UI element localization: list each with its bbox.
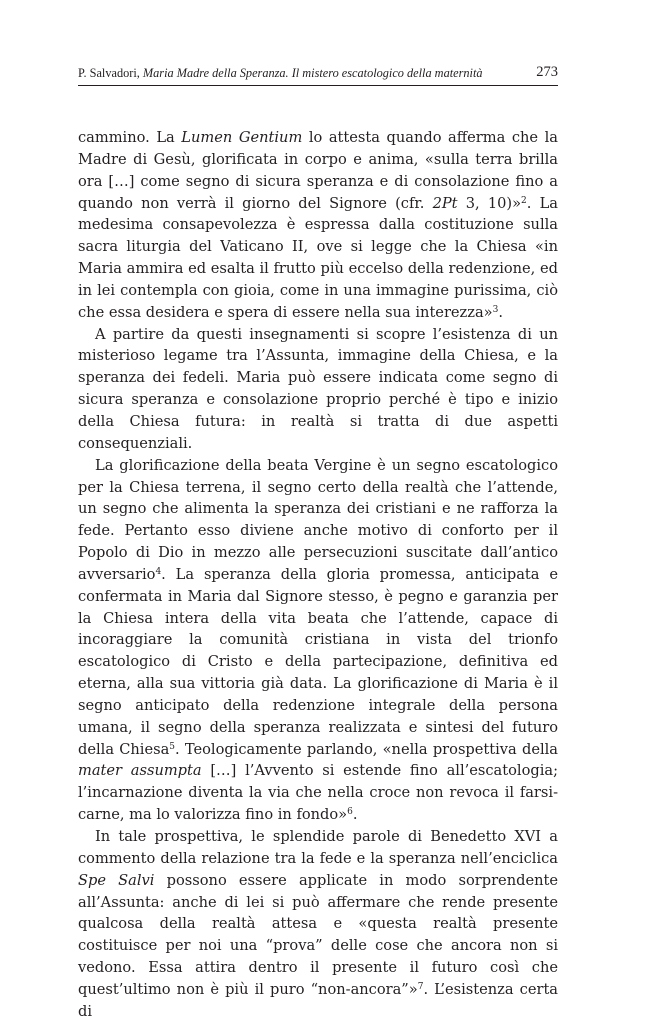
running-head-title: Maria Madre della Speranza. Il mistero escatologico della maternità (142, 66, 483, 80)
text-run: cammino. La (78, 129, 182, 146)
italic-run: Spe Salvi (78, 871, 155, 889)
paragraph-3 (78, 455, 558, 826)
footnote-ref[interactable]: 5 (169, 741, 176, 752)
text-run: A partire da questi insegnamenti si scopre l’esistenza di un misterioso legame tra l’Assunta, immagine della Chiesa, e la speranza dei fedeli. Maria può essere indicata come segno di sicura speranza e consolazione proprio perché è tipo e inizio della Chiesa futura: in realtà si tratta di due aspetti consequenziali. (78, 325, 558, 452)
footnote-ref[interactable]: 4 (155, 566, 162, 577)
footnote-ref[interactable]: 7 (417, 981, 424, 992)
footnote-ref[interactable]: 6 (347, 807, 353, 818)
text-run: . La speranza della gloria promessa, anticipata e confermata in Maria dal Signore stesso, è pegno e garanzia per la Chiesa intera della vita beata che l’attende, capace di incoraggiare la comunità cristiana in vista del trionfo escatologico di Cristo e della partecipazione, definitiva ed eterna, alla sua vittoria già data. La glorificazione di Maria è il segno anticipato della redenzione integrale della persona umana, il segno della speranza realizzata e sintesi del futuro della Chiesa (78, 565, 558, 758)
text-run: La glorificazione della beata Vergine è un segno escatologico per la Chiesa terrena, il segno certo della realtà che l’attende, un segno che alimenta la speranza dei cristiani e ne rafforza la fede. Pertanto esso diviene anche motivo di conforto per il Popolo di Dio in mezzo alle persecuzioni suscitate dall’antico avversario (78, 456, 558, 583)
running-head-author: P. Salvadori, (78, 66, 140, 80)
page-number: 273 (536, 64, 558, 80)
italic-run: mater assumpta (78, 762, 202, 780)
text-run: . (352, 806, 358, 824)
body-text (78, 127, 558, 1023)
running-head (78, 63, 558, 86)
running-head-text (78, 66, 483, 81)
italic-run: Lumen Gentium (181, 129, 303, 146)
text-run: . (498, 303, 503, 321)
text-run: . La medesima consapevolezza è espressa dalla costituzione sulla sacra liturgia del Vaticano II, ove si legge che la Chiesa «in Maria ammira ed esalta il frutto più eccelso della redenzione, ed in lei contempla con gioia, come in una immagine purissima, ciò che essa desidera e spera di essere nella sua interezza» (78, 194, 558, 321)
text-run: . L’esistenza certa di (78, 980, 559, 1020)
text-run: In tale prospettiva, le splendide parole di Benedetto XVI a commento della relazione tra la fede e la speranza nell’enciclica (78, 828, 558, 867)
text-run: lo attesta quando afferma che la Madre di Gesù, glorificata in corpo e anima, «sulla terra brilla ora […] come segno di sicura speranza e di consolazione fino a quando non verrà il giorno del Signore (cfr. (78, 129, 558, 212)
text-run: possono essere applicate in modo sorprendente all’Assunta: anche di lei si può affermare che rende presente qualcosa della realtà attesa e «questa realtà presente costituisce per noi una “prova” delle cose che ancora non si vedono. Essa attira dentro il presente il futuro così che quest’ultimo non è più il puro “non-ancora”» (78, 871, 558, 998)
text-run: […] l’Avvento si estende fino all’escatologia; l’incarnazione diventa la via che nella croce non revoca il farsi-carne, ma lo valorizza fino in fondo» (78, 762, 558, 824)
paragraph-2 (78, 324, 558, 455)
footnote-ref[interactable]: 2 (521, 195, 527, 206)
text-run: . Teologicamente parlando, «nella prospettiva della (175, 740, 558, 758)
paragraph-4 (78, 826, 558, 1023)
paragraph-1 (78, 127, 558, 324)
footnote-ref[interactable]: 3 (492, 304, 499, 315)
italic-run: 2Pt (432, 194, 458, 212)
text-run: 3, 10)» (457, 194, 522, 212)
